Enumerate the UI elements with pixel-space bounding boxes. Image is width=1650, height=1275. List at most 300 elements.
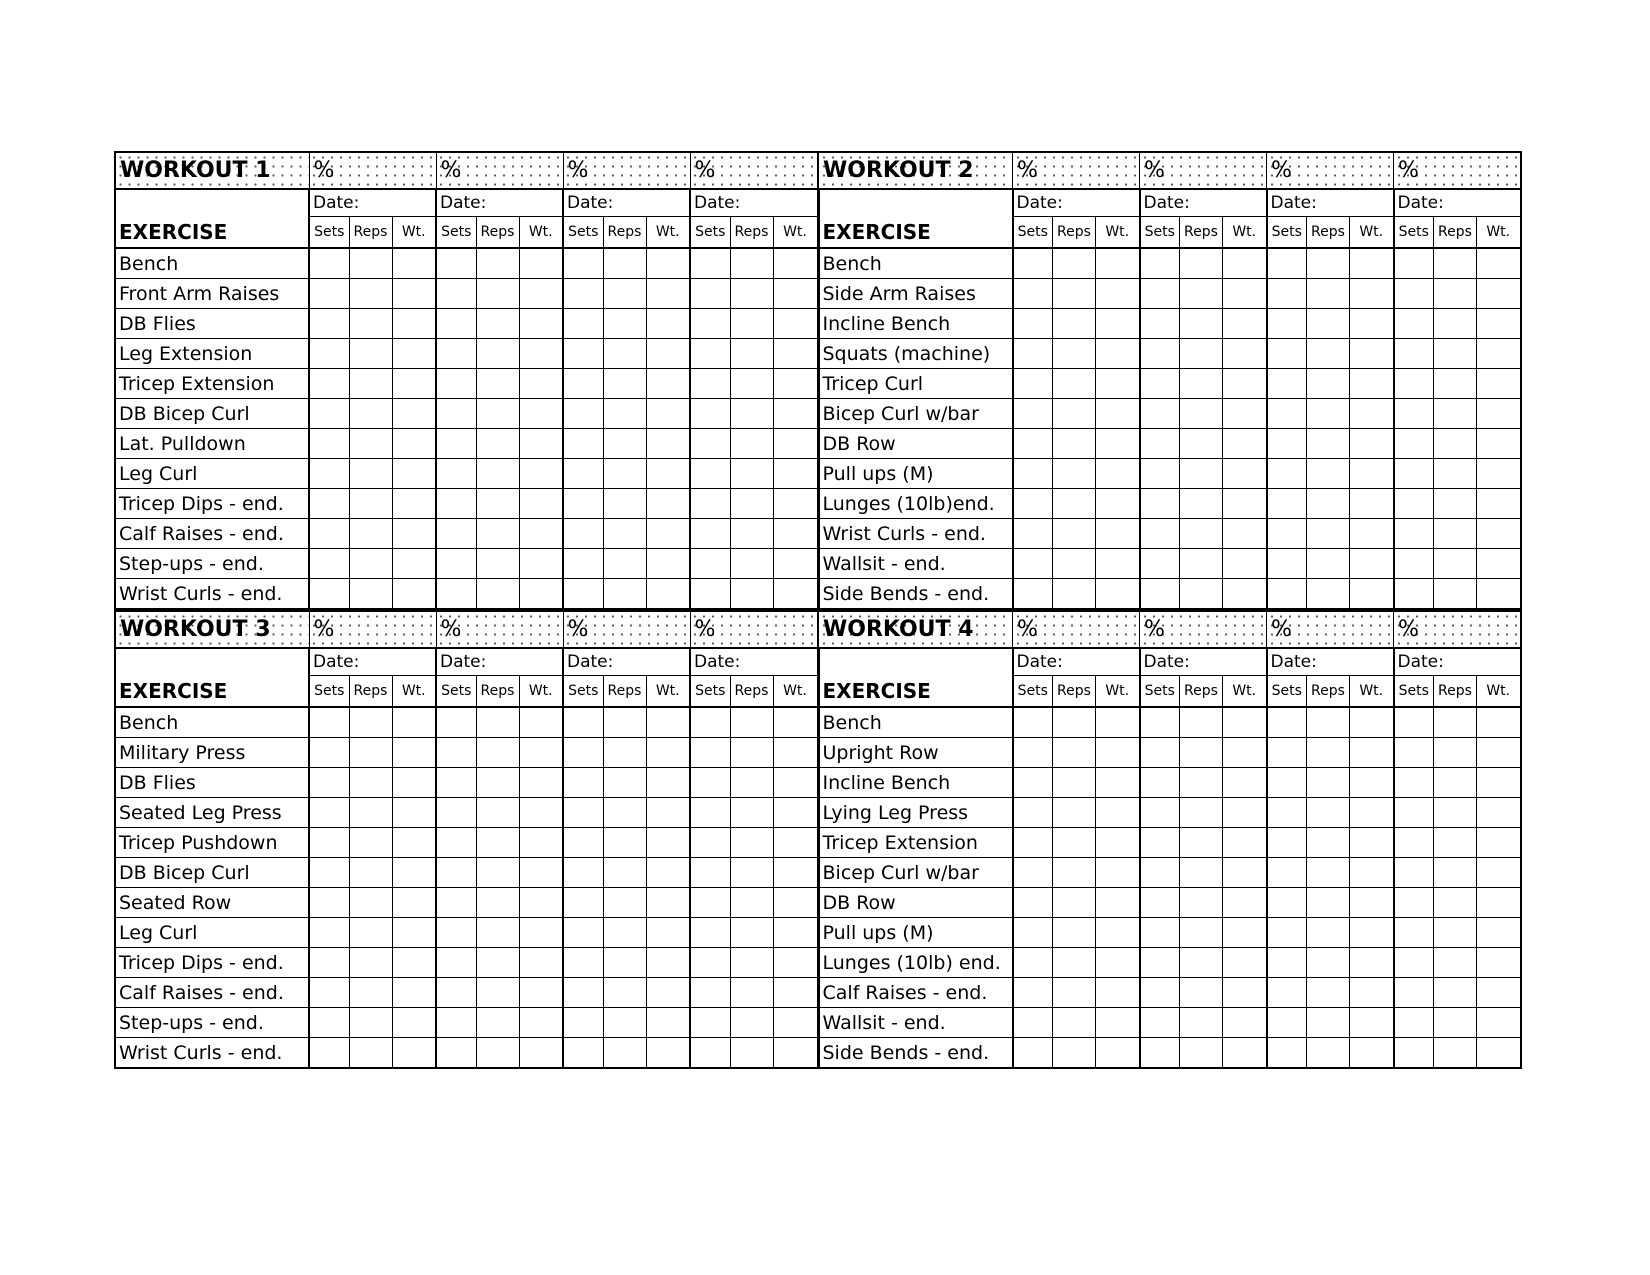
wt-entry-cell[interactable]	[1096, 248, 1140, 279]
wt-entry-cell[interactable]	[392, 798, 436, 828]
percent-field[interactable]: %	[1267, 152, 1394, 189]
reps-entry-cell[interactable]	[1434, 579, 1477, 610]
wt-entry-cell[interactable]	[1096, 738, 1140, 768]
wt-entry-cell[interactable]	[773, 489, 817, 519]
sets-entry-cell[interactable]	[1013, 519, 1053, 549]
reps-entry-cell[interactable]	[1307, 978, 1350, 1008]
wt-entry-cell[interactable]	[392, 579, 436, 610]
wt-entry-cell[interactable]	[519, 978, 563, 1008]
reps-entry-cell[interactable]	[1180, 549, 1223, 579]
reps-entry-cell[interactable]	[1053, 399, 1096, 429]
sets-entry-cell[interactable]	[563, 1038, 603, 1069]
wt-entry-cell[interactable]	[773, 738, 817, 768]
wt-entry-cell[interactable]	[1477, 309, 1521, 339]
sets-entry-cell[interactable]	[1394, 768, 1434, 798]
wt-entry-cell[interactable]	[1223, 858, 1267, 888]
wt-entry-cell[interactable]	[392, 858, 436, 888]
wt-entry-cell[interactable]	[392, 279, 436, 309]
wt-entry-cell[interactable]	[646, 399, 690, 429]
reps-entry-cell[interactable]	[476, 519, 519, 549]
wt-entry-cell[interactable]	[519, 429, 563, 459]
wt-entry-cell[interactable]	[519, 489, 563, 519]
reps-entry-cell[interactable]	[476, 399, 519, 429]
wt-entry-cell[interactable]	[646, 768, 690, 798]
sets-entry-cell[interactable]	[1013, 918, 1053, 948]
reps-entry-cell[interactable]	[476, 707, 519, 738]
sets-entry-cell[interactable]	[1394, 1008, 1434, 1038]
wt-entry-cell[interactable]	[1223, 279, 1267, 309]
reps-entry-cell[interactable]	[1180, 888, 1223, 918]
wt-entry-cell[interactable]	[392, 918, 436, 948]
wt-entry-cell[interactable]	[646, 309, 690, 339]
reps-entry-cell[interactable]	[1180, 1038, 1223, 1069]
reps-entry-cell[interactable]	[476, 738, 519, 768]
wt-entry-cell[interactable]	[1223, 369, 1267, 399]
wt-entry-cell[interactable]	[519, 888, 563, 918]
reps-entry-cell[interactable]	[1434, 549, 1477, 579]
percent-field[interactable]: %	[1394, 152, 1521, 189]
sets-entry-cell[interactable]	[1013, 339, 1053, 369]
sets-entry-cell[interactable]	[1267, 519, 1307, 549]
sets-entry-cell[interactable]	[309, 798, 349, 828]
date-field[interactable]: Date:	[563, 648, 690, 676]
sets-entry-cell[interactable]	[690, 309, 730, 339]
wt-entry-cell[interactable]	[1223, 768, 1267, 798]
reps-entry-cell[interactable]	[476, 459, 519, 489]
sets-entry-cell[interactable]	[309, 707, 349, 738]
wt-entry-cell[interactable]	[1477, 1038, 1521, 1069]
reps-entry-cell[interactable]	[1307, 768, 1350, 798]
sets-entry-cell[interactable]	[309, 768, 349, 798]
date-field[interactable]: Date:	[1013, 648, 1140, 676]
sets-entry-cell[interactable]	[1140, 978, 1180, 1008]
percent-field[interactable]: %	[309, 152, 436, 189]
reps-entry-cell[interactable]	[730, 369, 773, 399]
sets-entry-cell[interactable]	[309, 549, 349, 579]
reps-entry-cell[interactable]	[1053, 1008, 1096, 1038]
wt-entry-cell[interactable]	[1223, 707, 1267, 738]
wt-entry-cell[interactable]	[1223, 1038, 1267, 1069]
wt-entry-cell[interactable]	[646, 707, 690, 738]
reps-entry-cell[interactable]	[476, 339, 519, 369]
wt-entry-cell[interactable]	[1477, 978, 1521, 1008]
reps-entry-cell[interactable]	[349, 399, 392, 429]
sets-entry-cell[interactable]	[1267, 918, 1307, 948]
reps-entry-cell[interactable]	[476, 549, 519, 579]
sets-entry-cell[interactable]	[1267, 768, 1307, 798]
sets-entry-cell[interactable]	[1267, 489, 1307, 519]
sets-entry-cell[interactable]	[690, 489, 730, 519]
wt-entry-cell[interactable]	[1350, 738, 1394, 768]
wt-entry-cell[interactable]	[1096, 429, 1140, 459]
sets-entry-cell[interactable]	[1267, 429, 1307, 459]
sets-entry-cell[interactable]	[436, 1008, 476, 1038]
percent-field[interactable]: %	[690, 611, 817, 648]
reps-entry-cell[interactable]	[730, 339, 773, 369]
wt-entry-cell[interactable]	[1223, 918, 1267, 948]
sets-entry-cell[interactable]	[1394, 459, 1434, 489]
wt-entry-cell[interactable]	[1477, 429, 1521, 459]
reps-entry-cell[interactable]	[1307, 888, 1350, 918]
reps-entry-cell[interactable]	[603, 707, 646, 738]
sets-entry-cell[interactable]	[436, 248, 476, 279]
sets-entry-cell[interactable]	[1267, 1038, 1307, 1069]
reps-entry-cell[interactable]	[603, 579, 646, 610]
wt-entry-cell[interactable]	[1096, 399, 1140, 429]
reps-entry-cell[interactable]	[1053, 309, 1096, 339]
sets-entry-cell[interactable]	[309, 339, 349, 369]
wt-entry-cell[interactable]	[1477, 248, 1521, 279]
wt-entry-cell[interactable]	[519, 918, 563, 948]
sets-entry-cell[interactable]	[1013, 738, 1053, 768]
wt-entry-cell[interactable]	[1477, 279, 1521, 309]
reps-entry-cell[interactable]	[349, 459, 392, 489]
reps-entry-cell[interactable]	[1053, 798, 1096, 828]
wt-entry-cell[interactable]	[392, 1038, 436, 1069]
sets-entry-cell[interactable]	[690, 918, 730, 948]
reps-entry-cell[interactable]	[1307, 339, 1350, 369]
wt-entry-cell[interactable]	[646, 798, 690, 828]
sets-entry-cell[interactable]	[563, 399, 603, 429]
sets-entry-cell[interactable]	[1267, 738, 1307, 768]
reps-entry-cell[interactable]	[730, 279, 773, 309]
reps-entry-cell[interactable]	[730, 888, 773, 918]
sets-entry-cell[interactable]	[1140, 549, 1180, 579]
sets-entry-cell[interactable]	[1267, 549, 1307, 579]
sets-entry-cell[interactable]	[436, 519, 476, 549]
sets-entry-cell[interactable]	[436, 279, 476, 309]
wt-entry-cell[interactable]	[773, 768, 817, 798]
reps-entry-cell[interactable]	[1434, 798, 1477, 828]
wt-entry-cell[interactable]	[1096, 828, 1140, 858]
reps-entry-cell[interactable]	[476, 489, 519, 519]
reps-entry-cell[interactable]	[730, 519, 773, 549]
reps-entry-cell[interactable]	[349, 429, 392, 459]
sets-entry-cell[interactable]	[1013, 858, 1053, 888]
wt-entry-cell[interactable]	[1096, 369, 1140, 399]
wt-entry-cell[interactable]	[1096, 798, 1140, 828]
sets-entry-cell[interactable]	[1140, 738, 1180, 768]
wt-entry-cell[interactable]	[1350, 339, 1394, 369]
sets-entry-cell[interactable]	[1013, 489, 1053, 519]
sets-entry-cell[interactable]	[1140, 339, 1180, 369]
reps-entry-cell[interactable]	[603, 309, 646, 339]
sets-entry-cell[interactable]	[436, 858, 476, 888]
reps-entry-cell[interactable]	[349, 579, 392, 610]
sets-entry-cell[interactable]	[436, 429, 476, 459]
wt-entry-cell[interactable]	[646, 1038, 690, 1069]
wt-entry-cell[interactable]	[519, 369, 563, 399]
sets-entry-cell[interactable]	[1394, 399, 1434, 429]
reps-entry-cell[interactable]	[1180, 429, 1223, 459]
wt-entry-cell[interactable]	[519, 707, 563, 738]
wt-entry-cell[interactable]	[1096, 1038, 1140, 1069]
reps-entry-cell[interactable]	[1053, 948, 1096, 978]
reps-entry-cell[interactable]	[349, 489, 392, 519]
sets-entry-cell[interactable]	[1267, 309, 1307, 339]
reps-entry-cell[interactable]	[476, 309, 519, 339]
wt-entry-cell[interactable]	[519, 279, 563, 309]
sets-entry-cell[interactable]	[436, 768, 476, 798]
reps-entry-cell[interactable]	[476, 918, 519, 948]
wt-entry-cell[interactable]	[392, 888, 436, 918]
sets-entry-cell[interactable]	[563, 858, 603, 888]
reps-entry-cell[interactable]	[603, 248, 646, 279]
wt-entry-cell[interactable]	[773, 339, 817, 369]
wt-entry-cell[interactable]	[646, 459, 690, 489]
sets-entry-cell[interactable]	[1013, 248, 1053, 279]
sets-entry-cell[interactable]	[1394, 579, 1434, 610]
reps-entry-cell[interactable]	[603, 978, 646, 1008]
wt-entry-cell[interactable]	[392, 459, 436, 489]
reps-entry-cell[interactable]	[349, 279, 392, 309]
sets-entry-cell[interactable]	[436, 707, 476, 738]
sets-entry-cell[interactable]	[309, 828, 349, 858]
wt-entry-cell[interactable]	[1223, 519, 1267, 549]
sets-entry-cell[interactable]	[309, 459, 349, 489]
reps-entry-cell[interactable]	[476, 1008, 519, 1038]
wt-entry-cell[interactable]	[773, 1008, 817, 1038]
wt-entry-cell[interactable]	[646, 738, 690, 768]
sets-entry-cell[interactable]	[1013, 459, 1053, 489]
sets-entry-cell[interactable]	[1394, 918, 1434, 948]
reps-entry-cell[interactable]	[1307, 399, 1350, 429]
sets-entry-cell[interactable]	[1267, 707, 1307, 738]
sets-entry-cell[interactable]	[690, 888, 730, 918]
wt-entry-cell[interactable]	[519, 309, 563, 339]
sets-entry-cell[interactable]	[690, 579, 730, 610]
wt-entry-cell[interactable]	[392, 549, 436, 579]
wt-entry-cell[interactable]	[392, 768, 436, 798]
reps-entry-cell[interactable]	[1434, 888, 1477, 918]
sets-entry-cell[interactable]	[563, 429, 603, 459]
sets-entry-cell[interactable]	[436, 798, 476, 828]
sets-entry-cell[interactable]	[436, 948, 476, 978]
sets-entry-cell[interactable]	[1140, 489, 1180, 519]
percent-field[interactable]: %	[563, 611, 690, 648]
reps-entry-cell[interactable]	[1180, 339, 1223, 369]
wt-entry-cell[interactable]	[1223, 549, 1267, 579]
wt-entry-cell[interactable]	[1350, 768, 1394, 798]
reps-entry-cell[interactable]	[1307, 429, 1350, 459]
wt-entry-cell[interactable]	[773, 798, 817, 828]
reps-entry-cell[interactable]	[476, 579, 519, 610]
wt-entry-cell[interactable]	[1096, 707, 1140, 738]
sets-entry-cell[interactable]	[1394, 888, 1434, 918]
wt-entry-cell[interactable]	[1350, 429, 1394, 459]
percent-field[interactable]: %	[1013, 152, 1140, 189]
wt-entry-cell[interactable]	[1350, 798, 1394, 828]
wt-entry-cell[interactable]	[1223, 399, 1267, 429]
sets-entry-cell[interactable]	[309, 948, 349, 978]
wt-entry-cell[interactable]	[1223, 828, 1267, 858]
percent-field[interactable]: %	[436, 611, 563, 648]
reps-entry-cell[interactable]	[1053, 918, 1096, 948]
reps-entry-cell[interactable]	[730, 768, 773, 798]
reps-entry-cell[interactable]	[730, 858, 773, 888]
wt-entry-cell[interactable]	[1223, 489, 1267, 519]
sets-entry-cell[interactable]	[1267, 248, 1307, 279]
sets-entry-cell[interactable]	[1140, 309, 1180, 339]
reps-entry-cell[interactable]	[603, 339, 646, 369]
wt-entry-cell[interactable]	[646, 858, 690, 888]
date-field[interactable]: Date:	[1394, 648, 1521, 676]
reps-entry-cell[interactable]	[1053, 429, 1096, 459]
wt-entry-cell[interactable]	[519, 1008, 563, 1038]
sets-entry-cell[interactable]	[563, 309, 603, 339]
reps-entry-cell[interactable]	[1180, 369, 1223, 399]
reps-entry-cell[interactable]	[603, 888, 646, 918]
wt-entry-cell[interactable]	[646, 519, 690, 549]
reps-entry-cell[interactable]	[1434, 279, 1477, 309]
sets-entry-cell[interactable]	[1267, 279, 1307, 309]
reps-entry-cell[interactable]	[1053, 339, 1096, 369]
sets-entry-cell[interactable]	[436, 369, 476, 399]
sets-entry-cell[interactable]	[1140, 248, 1180, 279]
sets-entry-cell[interactable]	[563, 519, 603, 549]
sets-entry-cell[interactable]	[436, 888, 476, 918]
reps-entry-cell[interactable]	[1307, 459, 1350, 489]
wt-entry-cell[interactable]	[519, 948, 563, 978]
wt-entry-cell[interactable]	[1223, 579, 1267, 610]
sets-entry-cell[interactable]	[1013, 948, 1053, 978]
wt-entry-cell[interactable]	[1350, 948, 1394, 978]
wt-entry-cell[interactable]	[519, 549, 563, 579]
reps-entry-cell[interactable]	[1180, 519, 1223, 549]
wt-entry-cell[interactable]	[1477, 768, 1521, 798]
sets-entry-cell[interactable]	[1140, 888, 1180, 918]
percent-field[interactable]: %	[1013, 611, 1140, 648]
reps-entry-cell[interactable]	[1307, 489, 1350, 519]
reps-entry-cell[interactable]	[603, 828, 646, 858]
reps-entry-cell[interactable]	[1434, 1008, 1477, 1038]
reps-entry-cell[interactable]	[1180, 798, 1223, 828]
sets-entry-cell[interactable]	[309, 248, 349, 279]
wt-entry-cell[interactable]	[1477, 707, 1521, 738]
reps-entry-cell[interactable]	[730, 918, 773, 948]
reps-entry-cell[interactable]	[349, 798, 392, 828]
wt-entry-cell[interactable]	[1350, 828, 1394, 858]
reps-entry-cell[interactable]	[730, 798, 773, 828]
reps-entry-cell[interactable]	[1180, 1008, 1223, 1038]
wt-entry-cell[interactable]	[1350, 279, 1394, 309]
reps-entry-cell[interactable]	[730, 1008, 773, 1038]
reps-entry-cell[interactable]	[1307, 309, 1350, 339]
percent-field[interactable]: %	[309, 611, 436, 648]
reps-entry-cell[interactable]	[1180, 309, 1223, 339]
wt-entry-cell[interactable]	[1477, 888, 1521, 918]
reps-entry-cell[interactable]	[1053, 828, 1096, 858]
reps-entry-cell[interactable]	[1180, 459, 1223, 489]
reps-entry-cell[interactable]	[476, 369, 519, 399]
wt-entry-cell[interactable]	[1350, 549, 1394, 579]
reps-entry-cell[interactable]	[476, 858, 519, 888]
reps-entry-cell[interactable]	[1053, 1038, 1096, 1069]
date-field[interactable]: Date:	[309, 648, 436, 676]
sets-entry-cell[interactable]	[1013, 1038, 1053, 1069]
reps-entry-cell[interactable]	[1434, 768, 1477, 798]
sets-entry-cell[interactable]	[690, 399, 730, 429]
wt-entry-cell[interactable]	[1096, 519, 1140, 549]
date-field[interactable]: Date:	[690, 648, 817, 676]
sets-entry-cell[interactable]	[1140, 429, 1180, 459]
sets-entry-cell[interactable]	[690, 339, 730, 369]
sets-entry-cell[interactable]	[309, 429, 349, 459]
wt-entry-cell[interactable]	[1223, 798, 1267, 828]
wt-entry-cell[interactable]	[519, 1038, 563, 1069]
wt-entry-cell[interactable]	[1350, 459, 1394, 489]
wt-entry-cell[interactable]	[1096, 918, 1140, 948]
wt-entry-cell[interactable]	[1350, 369, 1394, 399]
reps-entry-cell[interactable]	[1307, 369, 1350, 399]
sets-entry-cell[interactable]	[1267, 978, 1307, 1008]
wt-entry-cell[interactable]	[519, 798, 563, 828]
date-field[interactable]: Date:	[690, 189, 817, 217]
sets-entry-cell[interactable]	[690, 248, 730, 279]
reps-entry-cell[interactable]	[603, 549, 646, 579]
reps-entry-cell[interactable]	[1307, 738, 1350, 768]
reps-entry-cell[interactable]	[603, 768, 646, 798]
sets-entry-cell[interactable]	[563, 888, 603, 918]
wt-entry-cell[interactable]	[1350, 978, 1394, 1008]
sets-entry-cell[interactable]	[563, 918, 603, 948]
wt-entry-cell[interactable]	[1477, 798, 1521, 828]
wt-entry-cell[interactable]	[1096, 888, 1140, 918]
wt-entry-cell[interactable]	[1350, 248, 1394, 279]
sets-entry-cell[interactable]	[1267, 579, 1307, 610]
sets-entry-cell[interactable]	[309, 738, 349, 768]
wt-entry-cell[interactable]	[1350, 888, 1394, 918]
date-field[interactable]: Date:	[1267, 648, 1394, 676]
reps-entry-cell[interactable]	[476, 248, 519, 279]
sets-entry-cell[interactable]	[1267, 369, 1307, 399]
sets-entry-cell[interactable]	[1394, 248, 1434, 279]
reps-entry-cell[interactable]	[1180, 978, 1223, 1008]
wt-entry-cell[interactable]	[392, 828, 436, 858]
percent-field[interactable]: %	[1267, 611, 1394, 648]
sets-entry-cell[interactable]	[690, 768, 730, 798]
sets-entry-cell[interactable]	[309, 918, 349, 948]
reps-entry-cell[interactable]	[1307, 519, 1350, 549]
sets-entry-cell[interactable]	[1140, 459, 1180, 489]
sets-entry-cell[interactable]	[1013, 309, 1053, 339]
reps-entry-cell[interactable]	[1053, 489, 1096, 519]
reps-entry-cell[interactable]	[730, 978, 773, 1008]
sets-entry-cell[interactable]	[1267, 888, 1307, 918]
date-field[interactable]: Date:	[1013, 189, 1140, 217]
sets-entry-cell[interactable]	[1013, 978, 1053, 1008]
wt-entry-cell[interactable]	[1350, 1038, 1394, 1069]
reps-entry-cell[interactable]	[349, 948, 392, 978]
reps-entry-cell[interactable]	[603, 738, 646, 768]
sets-entry-cell[interactable]	[1394, 339, 1434, 369]
reps-entry-cell[interactable]	[1434, 1038, 1477, 1069]
reps-entry-cell[interactable]	[1434, 369, 1477, 399]
sets-entry-cell[interactable]	[1013, 828, 1053, 858]
sets-entry-cell[interactable]	[563, 279, 603, 309]
wt-entry-cell[interactable]	[773, 918, 817, 948]
wt-entry-cell[interactable]	[646, 918, 690, 948]
wt-entry-cell[interactable]	[1223, 429, 1267, 459]
wt-entry-cell[interactable]	[1223, 948, 1267, 978]
sets-entry-cell[interactable]	[1140, 369, 1180, 399]
wt-entry-cell[interactable]	[392, 429, 436, 459]
wt-entry-cell[interactable]	[646, 1008, 690, 1038]
sets-entry-cell[interactable]	[563, 798, 603, 828]
reps-entry-cell[interactable]	[1053, 768, 1096, 798]
wt-entry-cell[interactable]	[773, 1038, 817, 1069]
reps-entry-cell[interactable]	[476, 888, 519, 918]
